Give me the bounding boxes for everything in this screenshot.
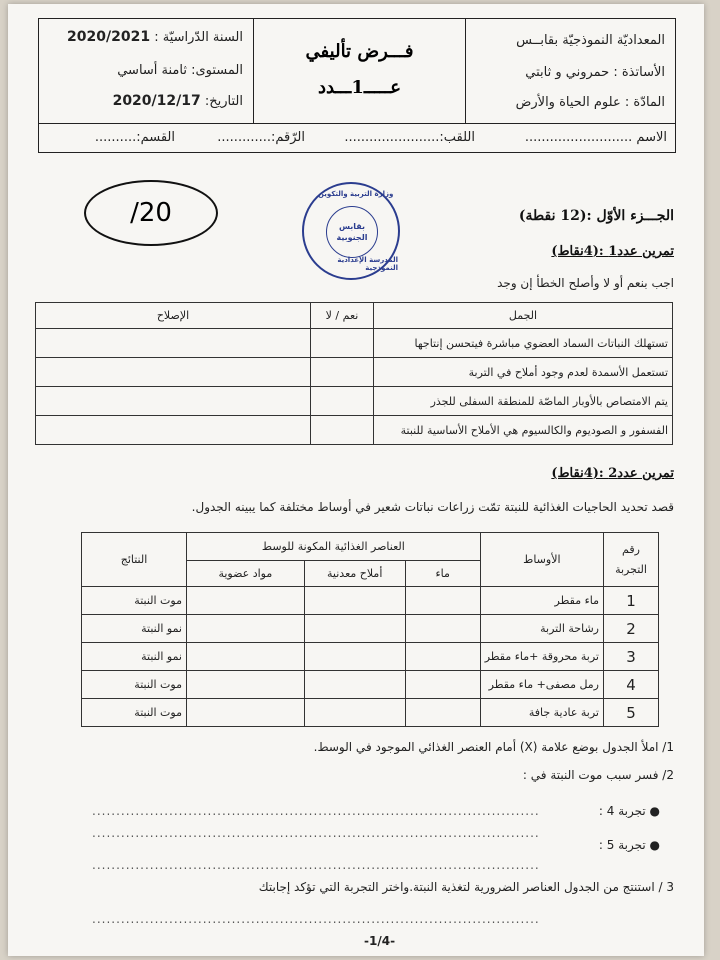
ex1-correction-cell[interactable] (36, 416, 311, 445)
ex2-bullet-5-label: تجربة 5 : (598, 838, 646, 852)
ex2-row-medium: تربة عادية جافة (480, 699, 603, 727)
ex2-bullet-5: ● تجربة 5 : (598, 838, 660, 852)
ex1-answer-cell[interactable] (311, 387, 374, 416)
ex1-sentence: تستعمل الأسمدة لعدم وجود أملاح في التربة (374, 358, 673, 387)
answer-line[interactable]: ............................................................................................. (92, 858, 540, 872)
school-info (465, 19, 675, 123)
stamp-ring-bottom: المدرسة الإعدادية النموذجية (337, 256, 398, 272)
ex1-sentence: يتم الامتصاص بالأوبار الماصّة للمنطقة السفلى للجذر (374, 387, 673, 416)
ex2-question-2: 2/ فسر سبب موت النبتة في : (522, 768, 674, 782)
ex2-organic-cell[interactable] (187, 615, 305, 643)
ex1-header-sentences: الجمل (374, 303, 673, 329)
surname-field[interactable]: اللقب:....................... (344, 130, 475, 145)
ex1-answer-cell[interactable] (311, 329, 374, 358)
ex1-correction-cell[interactable] (36, 329, 311, 358)
ex2-row-num: 4 (604, 671, 659, 699)
stamp-center (326, 206, 378, 258)
ex2-header-num: رقم التجربة (604, 533, 659, 587)
ex1-instruction: اجب بنعم أو لا وأصلح الخطأ إن وجد (497, 276, 674, 290)
part1-title: الجـــزء الأوّل :(12 نقطة) (518, 208, 674, 224)
class-field[interactable]: القسم:.......... (94, 130, 175, 145)
student-id-row (38, 122, 676, 153)
ex1-header-yesno: نعم / لا (311, 303, 374, 329)
ex1-title: تمرين عدد1 :(4نقاط) (551, 244, 674, 259)
ex2-row-num: 5 (604, 699, 659, 727)
test-title: فـــرض تأليفي (305, 41, 414, 62)
ex2-row-num: 3 (604, 643, 659, 671)
ex2-table (81, 532, 659, 727)
ex1-answer-cell[interactable] (311, 416, 374, 445)
score-oval (84, 180, 218, 246)
score-text: /20 (130, 198, 172, 228)
ex2-header-elements: العناصر الغذائية المكونة للوسط (187, 533, 481, 561)
ex2-header-water: ماء (405, 561, 480, 587)
ex2-row-medium: رشاحة التربة (480, 615, 603, 643)
ex2-row-result: نمو النبتة (82, 615, 187, 643)
ex2-organic-cell[interactable] (187, 699, 305, 727)
ex1-table (35, 302, 673, 445)
ex2-row-result: موت النبتة (82, 671, 187, 699)
stamp-line-2: الجنوبية (336, 233, 368, 242)
ex1-correction-cell[interactable] (36, 387, 311, 416)
ex2-row-result: موت النبتة (82, 587, 187, 615)
ex2-bullet-4-label: تجربة 4 : (598, 804, 646, 818)
ex2-water-cell[interactable] (405, 643, 480, 671)
ex2-row-result: موت النبتة (82, 699, 187, 727)
ex2-row-medium: رمل مصفى+ ماء مقطر (480, 671, 603, 699)
ex2-water-cell[interactable] (405, 671, 480, 699)
answer-line[interactable]: ............................................................................................. (92, 804, 540, 818)
ex2-organic-cell[interactable] (187, 587, 305, 615)
ex2-water-cell[interactable] (405, 699, 480, 727)
ex2-header-medium: الأوساط (480, 533, 603, 587)
ex2-row-num: 2 (604, 615, 659, 643)
header-box (38, 18, 676, 124)
ex2-header-results: النتائج (82, 533, 187, 587)
ex2-question-3: 3 / استنتج من الجدول العناصر الضرورية لتغذية النبتة.واختر التجربة التي تؤكد إجابتك (258, 880, 674, 894)
subject: المادّة : علوم الحياة والأرض (515, 95, 665, 110)
page-number: -1/4- (364, 934, 396, 948)
name-field[interactable]: الاسم .......................... (524, 130, 667, 145)
test-number: عـــــ1ـــدد (318, 77, 401, 98)
ex2-organic-cell[interactable] (187, 643, 305, 671)
ex2-organic-cell[interactable] (187, 671, 305, 699)
ex2-row-medium: ماء مقطر (480, 587, 603, 615)
date-label: التاريخ: (204, 94, 243, 109)
ex2-header-organic: مواد عضوية (187, 561, 305, 587)
ex2-water-cell[interactable] (405, 587, 480, 615)
year-label: السنة الدّراسيّة : (154, 30, 243, 45)
ex2-minerals-cell[interactable] (304, 615, 405, 643)
number-field[interactable]: الرّقم:............. (217, 130, 305, 145)
teachers: الأساتذة : حمروني و ثابتي (525, 65, 665, 80)
level: المستوى: ثامنة أساسي (117, 63, 243, 78)
ex2-row-num: 1 (604, 587, 659, 615)
year-value: 2020/2021 (67, 29, 151, 45)
answer-line[interactable]: ............................................................................................. (92, 826, 540, 840)
answer-line[interactable]: ............................................................................................. (92, 912, 540, 926)
ex2-minerals-cell[interactable] (304, 671, 405, 699)
ex2-row-medium: تربة محروقة +ماء مقطر (480, 643, 603, 671)
test-title-box (253, 19, 465, 123)
date-value: 2020/12/17 (112, 93, 201, 109)
ex2-minerals-cell[interactable] (304, 587, 405, 615)
ex2-minerals-cell[interactable] (304, 643, 405, 671)
ex1-sentence: تستهلك النباتات السماد العضوي مباشرة فيتحسن إنتاجها (374, 329, 673, 358)
stamp-line-1: بقابس (338, 222, 366, 231)
ex2-question-1: 1/ املأ الجدول بوضع علامة (X) أمام العنصر الغذائي الموجود في الوسط. (313, 740, 674, 754)
ex1-answer-cell[interactable] (311, 358, 374, 387)
ex1-sentence: الفسفور و الصوديوم والكالسيوم هي الأملاح الأساسية للنبتة (374, 416, 673, 445)
school-name: المعداديّة النموذجيّة بقابــس (516, 33, 665, 48)
ex2-minerals-cell[interactable] (304, 699, 405, 727)
ex2-title: تمرين عدد2 :(4نقاط) (551, 466, 674, 481)
ex2-header-minerals: أملاح معدنية (304, 561, 405, 587)
ex2-water-cell[interactable] (405, 615, 480, 643)
ex1-header-correction: الإصلاح (36, 303, 311, 329)
ex2-row-result: نمو النبتة (82, 643, 187, 671)
ex1-correction-cell[interactable] (36, 358, 311, 387)
ex2-bullet-4: ● تجربة 4 : (598, 804, 660, 818)
exam-sheet (8, 4, 704, 956)
ex2-intro: قصد تحديد الحاجيات الغذائية للنبتة تمّت زراعات نباتات شعير في أوساط مختلفة كما يبينه الجدول. (191, 500, 674, 514)
year-info (39, 19, 253, 123)
school-stamp (302, 182, 400, 280)
stamp-ring-top: وزارة التربية والتكوين (318, 190, 394, 198)
